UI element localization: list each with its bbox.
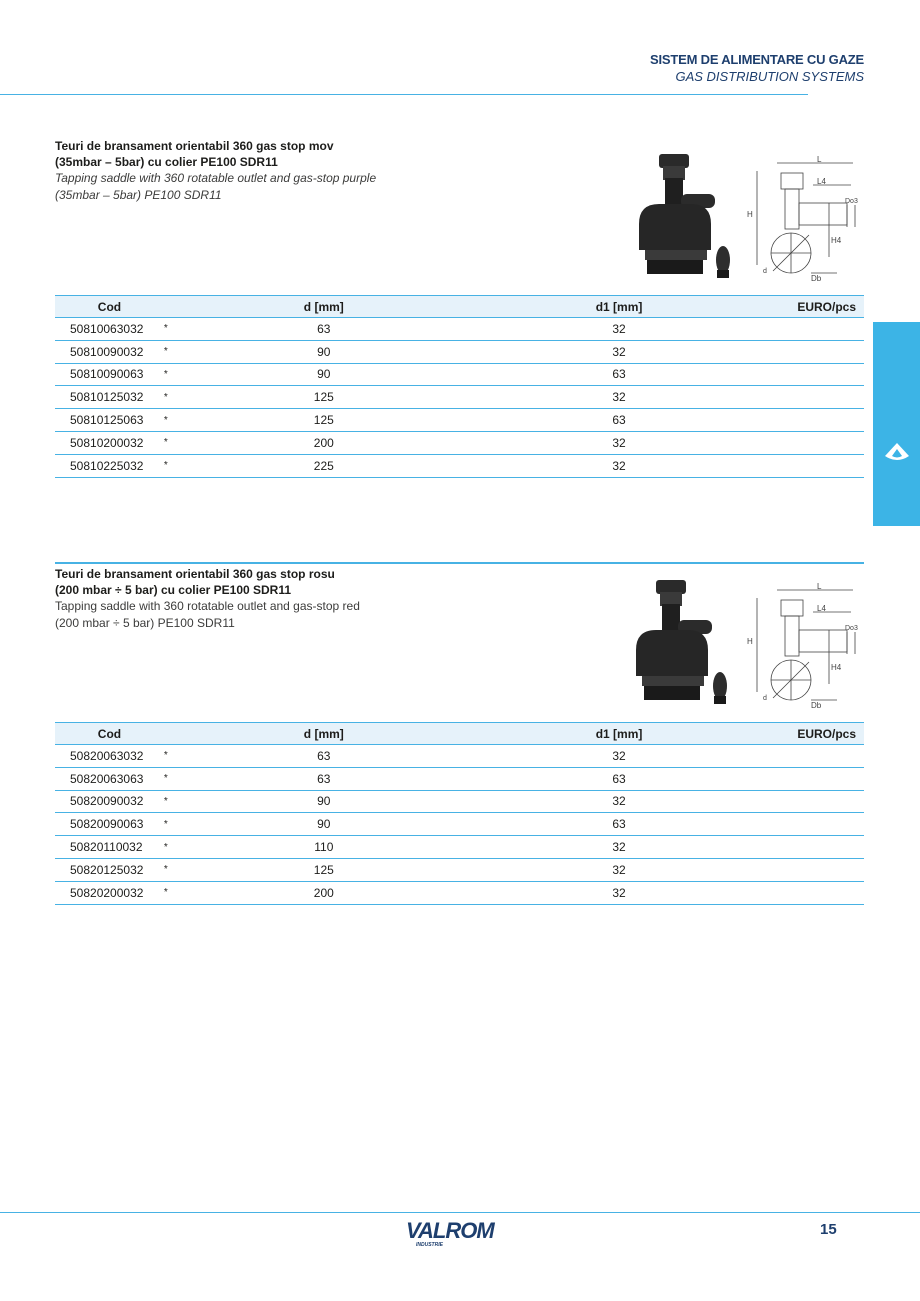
euro-cell <box>797 813 864 836</box>
table-row <box>55 881 864 904</box>
section-title-en-line2: (200 mbar ÷ 5 bar) PE100 SDR11 <box>55 616 235 630</box>
valrom-logo <box>406 1218 514 1248</box>
mark-cell: * <box>164 745 207 768</box>
svg-text:Do3: Do3 <box>845 625 858 632</box>
cod-cell: 50810200032 <box>55 431 164 454</box>
page-header <box>650 52 864 84</box>
mark-cell: * <box>164 454 207 477</box>
d-cell: 90 <box>207 340 441 363</box>
d-cell: 125 <box>207 858 441 881</box>
svg-text:d: d <box>763 695 767 702</box>
d1-cell: 63 <box>441 813 797 836</box>
svg-text:L: L <box>817 582 822 591</box>
svg-text:H4: H4 <box>831 663 842 672</box>
mark-cell: * <box>164 340 207 363</box>
mark-cell: * <box>164 858 207 881</box>
section-purple-saddle <box>55 138 864 204</box>
table-row <box>55 858 864 881</box>
d1-cell: 32 <box>441 318 797 341</box>
section-title-en-line1: Tapping saddle with 360 rotatable outlet and gas-stop red <box>55 599 360 613</box>
mark-cell: * <box>164 409 207 432</box>
table-row <box>55 386 864 409</box>
svg-text:L: L <box>817 155 822 164</box>
col-header-d: d [mm] <box>207 296 441 318</box>
table-row <box>55 363 864 386</box>
col-header-d1: d1 [mm] <box>441 296 797 318</box>
technical-drawing-red <box>745 582 863 712</box>
svg-text:L4: L4 <box>817 177 826 186</box>
svg-text:H4: H4 <box>831 236 842 245</box>
section-divider <box>55 562 864 564</box>
d-cell: 63 <box>207 767 441 790</box>
table-row <box>55 745 864 768</box>
svg-text:VALROM: VALROM <box>406 1218 494 1243</box>
mark-cell: * <box>164 767 207 790</box>
d1-cell: 32 <box>441 431 797 454</box>
svg-text:d: d <box>763 268 767 275</box>
d-cell: 90 <box>207 813 441 836</box>
euro-cell <box>797 409 864 432</box>
mark-cell: * <box>164 790 207 813</box>
euro-cell <box>797 881 864 904</box>
svg-text:Db: Db <box>811 701 822 710</box>
mark-cell: * <box>164 881 207 904</box>
footer-divider <box>0 1212 920 1213</box>
d1-cell: 32 <box>441 790 797 813</box>
svg-text:H: H <box>747 210 753 219</box>
euro-cell <box>797 363 864 386</box>
cod-cell: 50810063032 <box>55 318 164 341</box>
table-row <box>55 836 864 859</box>
section-title-en-line1: Tapping saddle with 360 rotatable outlet and gas-stop purple <box>55 171 377 185</box>
d1-cell: 32 <box>441 858 797 881</box>
svg-text:Do3: Do3 <box>845 198 858 205</box>
mark-cell: * <box>164 318 207 341</box>
col-header-d: d [mm] <box>207 723 441 745</box>
d-cell: 225 <box>207 454 441 477</box>
svg-text:H: H <box>747 637 753 646</box>
technical-drawing-purple <box>745 155 863 285</box>
cod-cell: 50820125032 <box>55 858 164 881</box>
cod-cell: 50820200032 <box>55 881 164 904</box>
euro-cell <box>797 790 864 813</box>
cod-cell: 50810225032 <box>55 454 164 477</box>
d-cell: 200 <box>207 881 441 904</box>
cod-cell: 50810090032 <box>55 340 164 363</box>
d-cell: 63 <box>207 745 441 768</box>
cod-cell: 50820063032 <box>55 745 164 768</box>
cod-cell: 50820090063 <box>55 813 164 836</box>
col-header-euro: EURO/pcs <box>797 723 864 745</box>
d-cell: 90 <box>207 790 441 813</box>
d1-cell: 32 <box>441 340 797 363</box>
d1-cell: 32 <box>441 745 797 768</box>
d-cell: 200 <box>207 431 441 454</box>
svg-text:INDUSTRIE: INDUSTRIE <box>416 1242 443 1248</box>
mark-cell: * <box>164 431 207 454</box>
table-row <box>55 767 864 790</box>
euro-cell <box>797 858 864 881</box>
table-header-row <box>55 723 864 745</box>
d1-cell: 32 <box>441 454 797 477</box>
side-tab-gas[interactable] <box>873 322 920 754</box>
section-title-ro-line1: Teuri de bransament orientabil 360 gas stop rosu <box>55 567 335 581</box>
d1-cell: 32 <box>441 386 797 409</box>
section-title-ro-line2: (200 mbar ÷ 5 bar) cu colier PE100 SDR11 <box>55 583 292 597</box>
cod-cell: 50810090063 <box>55 363 164 386</box>
section-title-ro-line2: (35mbar – 5bar) cu colier PE100 SDR11 <box>55 155 278 169</box>
svg-text:Db: Db <box>811 274 822 283</box>
side-tab-label: Gaz / Gas <box>887 708 898 754</box>
col-header-d1: d1 [mm] <box>441 723 797 745</box>
cod-cell: 50820063063 <box>55 767 164 790</box>
header-title-ro: SISTEM DE ALIMENTARE CU GAZE <box>650 52 864 67</box>
euro-cell <box>797 318 864 341</box>
section-title-ro-line1: Teuri de bransament orientabil 360 gas stop mov <box>55 139 334 153</box>
d-cell: 90 <box>207 363 441 386</box>
d-cell: 125 <box>207 409 441 432</box>
table-row <box>55 340 864 363</box>
cod-cell: 50810125063 <box>55 409 164 432</box>
col-header-cod: Cod <box>55 723 164 745</box>
header-divider <box>0 94 808 95</box>
col-header-cod: Cod <box>55 296 164 318</box>
euro-cell <box>797 454 864 477</box>
mark-cell: * <box>164 836 207 859</box>
col-header-euro: EURO/pcs <box>797 296 864 318</box>
section-title-en-line2: (35mbar – 5bar) PE100 SDR11 <box>55 188 222 202</box>
table-row <box>55 318 864 341</box>
table-row <box>55 790 864 813</box>
table-row <box>55 431 864 454</box>
cod-cell: 50820110032 <box>55 836 164 859</box>
cod-cell: 50810125032 <box>55 386 164 409</box>
cod-cell: 50820090032 <box>55 790 164 813</box>
d-cell: 125 <box>207 386 441 409</box>
euro-cell <box>797 431 864 454</box>
page-number: 15 <box>820 1221 837 1238</box>
table-row <box>55 409 864 432</box>
euro-cell <box>797 745 864 768</box>
euro-cell <box>797 386 864 409</box>
d1-cell: 32 <box>441 881 797 904</box>
product-photo-purple <box>625 152 737 284</box>
euro-cell <box>797 767 864 790</box>
mark-cell: * <box>164 363 207 386</box>
table-row <box>55 813 864 836</box>
svg-text:L4: L4 <box>817 604 826 613</box>
price-table-red <box>55 722 864 905</box>
euro-cell <box>797 340 864 363</box>
d1-cell: 63 <box>441 363 797 386</box>
d1-cell: 32 <box>441 836 797 859</box>
table-row <box>55 454 864 477</box>
d-cell: 63 <box>207 318 441 341</box>
flame-icon <box>884 442 910 462</box>
euro-cell <box>797 836 864 859</box>
d1-cell: 63 <box>441 409 797 432</box>
d-cell: 110 <box>207 836 441 859</box>
d1-cell: 63 <box>441 767 797 790</box>
mark-cell: * <box>164 813 207 836</box>
section-red-saddle <box>55 566 864 632</box>
product-photo-red <box>622 578 734 710</box>
mark-cell: * <box>164 386 207 409</box>
price-table-purple <box>55 295 864 478</box>
header-title-en: GAS DISTRIBUTION SYSTEMS <box>675 69 864 84</box>
table-header-row <box>55 296 864 318</box>
